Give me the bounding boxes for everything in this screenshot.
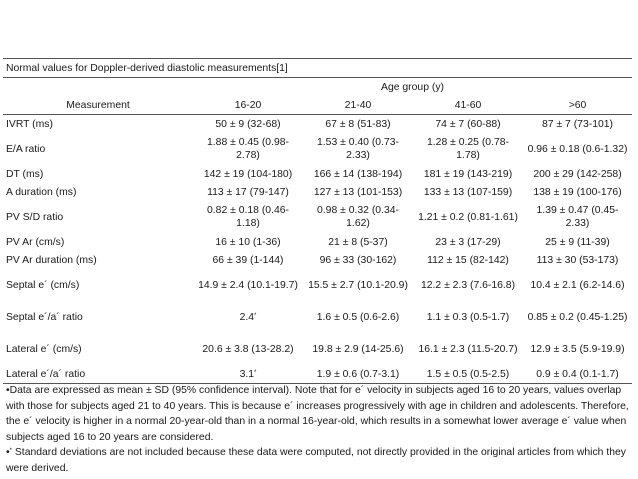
- value-cell: [523, 183, 632, 201]
- table-row: [3, 201, 632, 233]
- column-header: Measurement: [3, 96, 193, 115]
- value-cell: [413, 233, 523, 251]
- cell-value: 113 ± 17 (79-147): [207, 186, 289, 198]
- cell-value: 181 ± 19 (143-219): [423, 168, 513, 180]
- table-row: [3, 301, 632, 333]
- value-cell: [303, 183, 413, 201]
- column-header: 21-40: [303, 96, 413, 115]
- cell-value: 16 ± 10 (1-36): [215, 236, 281, 248]
- table-row: [3, 165, 632, 183]
- value-cell: [303, 233, 413, 251]
- value-cell: [303, 201, 413, 233]
- value-cell: [193, 333, 303, 365]
- value-cell: [303, 333, 413, 365]
- value-cell: [193, 233, 303, 251]
- cell-value: 1.28 ± 0.25 (0.78-1.78): [427, 137, 509, 161]
- value-cell: [523, 333, 632, 365]
- group-header-spacer: [3, 78, 193, 97]
- measurement-name: DT (ms): [6, 168, 44, 180]
- value-cell: [523, 251, 632, 269]
- cell-value: 1.1 ± 0.3 (0.5-1.7): [426, 311, 510, 323]
- value-cell: [193, 133, 303, 165]
- value-cell: [303, 301, 413, 333]
- value-cell: [413, 183, 523, 201]
- measurement-name: Septal e´/a´ ratio: [6, 311, 83, 323]
- footnote-marker: *: [254, 369, 257, 376]
- value-cell: [303, 115, 413, 134]
- table-row: [3, 333, 632, 365]
- table-row: [3, 183, 632, 201]
- measurement-name: Septal e´ (cm/s): [6, 279, 80, 291]
- cell-value: 142 ± 19 (104-180): [203, 168, 293, 180]
- table-row: [3, 133, 632, 165]
- cell-value: 0.85 ± 0.2 (0.45-1.25): [527, 311, 628, 323]
- cell-value: 16.1 ± 2.3 (11.5-20.7): [418, 343, 518, 355]
- note-bullet: •: [6, 447, 10, 459]
- cell-value: 1.88 ± 0.45 (0.98-2.78): [207, 137, 289, 161]
- value-cell: [413, 133, 523, 165]
- table-row: [3, 233, 632, 251]
- value-cell: [193, 365, 303, 384]
- table-row: [3, 269, 632, 301]
- table-notes: [6, 383, 632, 477]
- cell-value: 0.9 ± 0.4 (0.1-1.7): [536, 368, 619, 380]
- cell-value: 67 ± 8 (51-83): [325, 118, 391, 130]
- column-header: >60: [523, 96, 632, 115]
- cell-value: 0.96 ± 0.18 (0.6-1.32): [527, 143, 628, 155]
- cell-value: 1.53 ± 0.40 (0.73-2.33): [317, 137, 399, 161]
- cell-value: 1.5 ± 0.5 (0.5-2.5): [426, 368, 510, 380]
- value-cell: [303, 165, 413, 183]
- value-cell: [413, 115, 523, 134]
- value-cell: [523, 115, 632, 134]
- cell-value: 10.4 ± 2.1 (6.2-14.6): [530, 279, 625, 291]
- table-caption-row: [3, 59, 632, 78]
- cell-value: 166 ± 14 (138-194): [313, 168, 403, 180]
- footnote-marker: *: [9, 448, 12, 455]
- cell-value: 25 ± 9 (11-39): [545, 236, 610, 248]
- column-header-row: [3, 96, 632, 115]
- cell-value: 12.2 ± 2.3 (7.6-16.8): [420, 279, 516, 291]
- cell-value: 1.6 ± 0.5 (0.6-2.6): [316, 311, 400, 323]
- cell-value: 1.9 ± 0.6 (0.7-3.1): [316, 368, 400, 380]
- value-cell: [303, 365, 413, 384]
- cell-value: 19.8 ± 2.9 (14-25.6): [312, 343, 404, 355]
- value-cell: [193, 301, 303, 333]
- table-caption: Normal values for Doppler-derived diastolic measurements[1]: [3, 59, 632, 78]
- value-cell: [523, 201, 632, 233]
- value-cell: [523, 165, 632, 183]
- cell-value: 3.1: [239, 368, 255, 380]
- cell-value: 74 ± 7 (60-88): [435, 118, 501, 130]
- value-cell: [303, 269, 413, 301]
- note-data-expression: •Data are expressed as mean ± SD (95% confidence interval). Note that for e´ velocity in subjects aged 16 to 20 years, values overlap with those for subjects aged 21 to 40 years. This is because e´ increases progressively with age in children and adolescents. Therefore, the e´ velocity is higher in a normal 20-year-old than in a normal 16-year-old, which results in a somewhat lower average e´ value when subjects aged 16 to 20 years are considered.: [6, 385, 629, 443]
- value-cell: [413, 365, 523, 384]
- value-cell: [523, 269, 632, 301]
- cell-value: 96 ± 33 (30-162): [319, 254, 397, 266]
- cell-value: 112 ± 15 (82-142): [427, 254, 509, 266]
- cell-value: 50 ± 9 (32-68): [215, 118, 281, 130]
- cell-value: 133 ± 13 (107-159): [423, 186, 513, 198]
- measurement-name: A duration (ms): [6, 186, 77, 198]
- cell-value: 127 ± 13 (101-153): [313, 186, 403, 198]
- cell-value: 0.82 ± 0.18 (0.46-1.18): [207, 205, 289, 229]
- value-cell: [193, 251, 303, 269]
- cell-value: 20.6 ± 3.8 (13-28.2): [202, 343, 294, 355]
- cell-value: 87 ± 7 (73-101): [542, 118, 613, 130]
- cell-value: 113 ± 30 (53-173): [536, 254, 619, 266]
- cell-value: 14.9 ± 2.4 (10.1-19.7): [198, 279, 298, 291]
- table-row: [3, 365, 632, 384]
- table-row: [3, 251, 632, 269]
- cell-value: 66 ± 39 (1-144): [212, 254, 284, 266]
- measurement-name: PV Ar (cm/s): [6, 236, 65, 248]
- value-cell: [413, 333, 523, 365]
- value-cell: [523, 365, 632, 384]
- measurement-name: PV S/D ratio: [6, 211, 64, 223]
- cell-value: 23 ± 3 (17-29): [435, 236, 501, 248]
- value-cell: [413, 201, 523, 233]
- value-cell: [193, 115, 303, 134]
- footnote-marker: *: [254, 312, 257, 319]
- measurement-name: IVRT (ms): [6, 118, 53, 130]
- cell-value: 1.39 ± 0.47 (0.45-2.33): [536, 205, 619, 229]
- cell-value: 15.5 ± 2.7 (10.1-20.9): [308, 279, 408, 291]
- cell-value: 21 ± 8 (5-37): [328, 236, 388, 248]
- cell-value: 200 ± 29 (142-258): [533, 168, 622, 180]
- measurement-name: E/A ratio: [6, 143, 46, 155]
- value-cell: [193, 201, 303, 233]
- value-cell: [303, 133, 413, 165]
- value-cell: [303, 251, 413, 269]
- note-text: Standard deviations are not included because these data were computed, not directly provided in the original articles from which they were derived.: [6, 447, 626, 474]
- measurement-name: PV Ar duration (ms): [6, 254, 97, 266]
- cell-value: 2.4: [239, 311, 255, 323]
- value-cell: [413, 165, 523, 183]
- column-header: 41-60: [413, 96, 523, 115]
- value-cell: [523, 233, 632, 251]
- cell-value: 1.21 ± 0.2 (0.81-1.61): [418, 211, 518, 223]
- value-cell: [413, 269, 523, 301]
- measurement-name: Lateral e´ (cm/s): [6, 343, 82, 355]
- diastolic-values-table: [3, 58, 632, 384]
- value-cell: [523, 133, 632, 165]
- cell-value: 12.9 ± 3.5 (5.9-19.9): [530, 343, 625, 355]
- value-cell: [413, 301, 523, 333]
- column-header: 16-20: [193, 96, 303, 115]
- age-group-header: Age group (y): [193, 78, 632, 97]
- value-cell: [193, 269, 303, 301]
- cell-value: 138 ± 19 (100-176): [533, 186, 622, 198]
- note-standard-deviation: [6, 445, 632, 476]
- value-cell: [413, 251, 523, 269]
- value-cell: [193, 165, 303, 183]
- value-cell: [193, 183, 303, 201]
- group-header-row: [3, 78, 632, 97]
- table-row: [3, 115, 632, 134]
- measurement-name: Lateral e´/a´ ratio: [3, 365, 193, 384]
- value-cell: [523, 301, 632, 333]
- cell-value: 0.98 ± 0.32 (0.34-1.62): [317, 205, 399, 229]
